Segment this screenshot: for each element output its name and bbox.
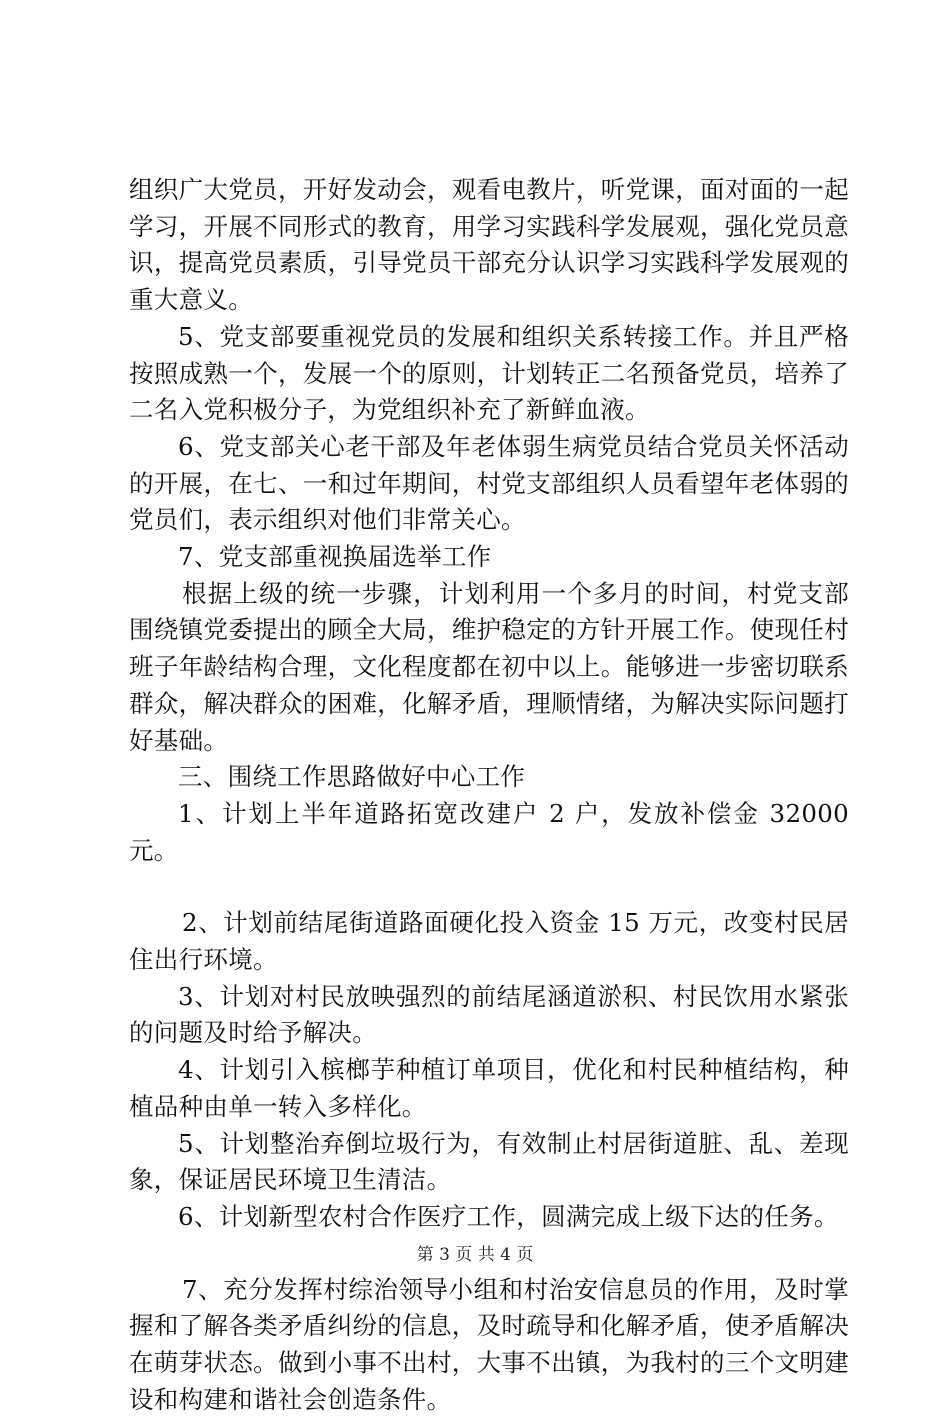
paragraph-election-plan: 根据上级的统一步骤，计划利用一个多月的时间，村党支部围绕镇党委提出的顾全大局，维护稳定的方针开展工作。使现任村班子年龄结构合理，文化程度都在初中以上。能够进一步密切联系群众，解决群众的困难，化解矛盾，理顺情绪，为解决实际问题打好基础。 [129, 578, 849, 755]
work-item-7-security: 7、充分发挥村综治领导小组和村治安信息员的作用，及时掌握和了解各类矛盾纠纷的信息，及时疏导和化解矛盾，使矛盾解决在萌芽状态。做到小事不出村，大事不出镇，为我村的三个文明建设和构建和谐社会创造条件。 [129, 1274, 849, 1414]
page-number: 第 3 页 共 4 页 [416, 1245, 534, 1265]
document-body [129, 172, 849, 1419]
work-item-2-road-hardening: 2、计划前结尾街道路面硬化投入资金 15 万元，改变村民居住出行环境。 [129, 908, 849, 975]
paragraph-item-7-election-heading: 7、党支部重视换届选举工作 [178, 542, 492, 572]
work-item-3-culvert-water: 3、计划对村民放映强烈的前结尾涵道淤积、村民饮用水紧张的问题及时给予解决。 [129, 981, 849, 1048]
work-item-5-garbage: 5、计划整治弃倒垃圾行为，有效制止村居街道脏、乱、差现象，保证居民环境卫生清洁。 [129, 1128, 849, 1195]
section-heading-3: 三、围绕工作思路做好中心工作 [178, 762, 526, 792]
paragraph-education: 组织广大党员，开好发动会，观看电教片，听党课，面对面的一起学习，开展不同形式的教育，用学习实践科学发展观，强化党员意识，提高党员素质，引导党员干部充分认识学习实践科学发展观的重大意义。 [129, 175, 849, 315]
work-item-1-road-widening: 1、计划上半年道路拓宽改建户 2 户，发放补偿金 32000 元。 [129, 798, 849, 865]
work-item-4-taro-planting: 4、计划引入槟榔芋种植订单项目，优化和村民种植结构，种植品种由单一转入多样化。 [129, 1055, 849, 1121]
work-item-6-medical: 6、计划新型农村合作医疗工作，圆满完成上级下达的任务。 [178, 1201, 839, 1231]
page-footer [0, 1240, 950, 1265]
paragraph-item-5-party-development: 5、党支部要重视党员的发展和组织关系转接工作。并且严格按照成熟一个，发展一个的原则，计划转正二名预备党员，培养了二名入党积极分子，为党组织补充了新鲜血液。 [129, 321, 849, 425]
paragraph-item-6-care-elderly: 6、党支部关心老干部及年老体弱生病党员结合党员关怀活动的开展，在七、一和过年期间，村党支部组织人员看望年老体弱的党员们，表示组织对他们非常关心。 [129, 431, 849, 535]
